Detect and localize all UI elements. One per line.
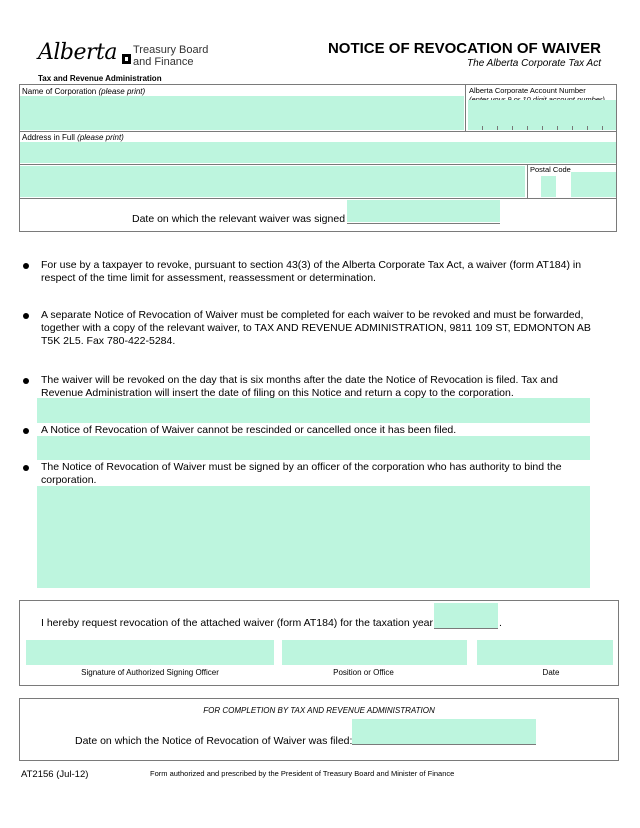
- signature-input[interactable]: [26, 640, 274, 665]
- digit-separator: [587, 126, 588, 130]
- request-statement: I hereby request revocation of the attached waiver (form AT184) for the taxation year: [41, 617, 434, 629]
- page-title: NOTICE OF REVOCATION OF WAIVER: [327, 40, 601, 57]
- request-period: .: [499, 617, 502, 629]
- form-code: AT2156 (Jul-12): [21, 769, 89, 780]
- divider: [19, 198, 617, 199]
- bullet: [23, 313, 29, 319]
- instruction-1: For use by a taxpayer to revoke, pursuant to section 43(3) of the Alberta Corporate Tax Act, a waiver (form AT184) in respect of the time limit for assessment, reassessment or determination.: [41, 259, 582, 284]
- signature-label: Signature of Authorized Signing Officer: [81, 668, 219, 677]
- postal-code-label: Postal Code: [530, 165, 571, 174]
- bullet: [23, 263, 29, 269]
- dept-name: [133, 44, 208, 68]
- corp-name-input[interactable]: [20, 96, 464, 130]
- fill-area-1[interactable]: [37, 398, 590, 423]
- dept-line-2: and Finance: [133, 56, 194, 68]
- position-input[interactable]: [282, 640, 467, 665]
- instruction-3: The waiver will be revoked on the day that is six months after the date the Notice of Revocation is filed. Tax and Revenue Administration will insert the date of filing on this Notice and return a copy to the corporation.: [41, 374, 558, 399]
- dept-line-1: Treasury Board: [133, 44, 209, 56]
- digit-separator: [527, 126, 528, 130]
- alberta-logo: [38, 42, 133, 74]
- fill-area-2[interactable]: [37, 436, 590, 460]
- date-underline: [347, 223, 500, 224]
- waiver-signed-date-input[interactable]: [347, 200, 500, 222]
- position-label: Position or Office: [333, 668, 394, 677]
- digit-separator: [557, 126, 558, 130]
- logo-wordmark: Alberta: [38, 40, 117, 65]
- taxation-year-input[interactable]: [434, 603, 498, 628]
- fill-area-3[interactable]: [37, 486, 590, 588]
- admin-heading: FOR COMPLETION BY TAX AND REVENUE ADMINISTRATION: [203, 706, 435, 715]
- divider: [19, 131, 617, 132]
- digit-separator: [497, 126, 498, 130]
- signed-date-input[interactable]: [477, 640, 613, 665]
- bullet: [23, 378, 29, 384]
- digit-separator: [542, 126, 543, 130]
- form-authority: Form authorized and prescribed by the President of Treasury Board and Minister of Finance: [150, 769, 455, 778]
- bullet: [23, 465, 29, 471]
- waiver-date-label: Date on which the relevant waiver was signed: [132, 213, 346, 225]
- divider: [465, 84, 466, 131]
- date-label: Date: [542, 668, 560, 677]
- page-subtitle: The Alberta Corporate Tax Act: [467, 58, 601, 69]
- digit-separator: [602, 126, 603, 130]
- postal-code-part-1[interactable]: [541, 176, 556, 197]
- account-number-label: Alberta Corporate Account Number: [469, 86, 586, 95]
- bullet: [23, 428, 29, 434]
- filed-date-underline: [352, 744, 536, 745]
- digit-separator: [572, 126, 573, 130]
- instruction-4: A Notice of Revocation of Waiver cannot be rescinded or cancelled once it has been filed.: [41, 424, 457, 436]
- corp-name-label: Name of Corporation (please print): [22, 87, 146, 96]
- division-name: Tax and Revenue Administration: [38, 74, 162, 83]
- postal-code-part-2[interactable]: [571, 172, 616, 197]
- instruction-2: A separate Notice of Revocation of Waiver must be completed for each waiver to be revoked and must be forwarded, together with a copy of the relevant waiver, to TAX AND REVENUE ADMINISTRATION, 9811 109 ST, EDMONTON AB T5K 2L5. Fax 780-422-5284.: [41, 309, 591, 347]
- digit-separator: [512, 126, 513, 130]
- address-label: Address in Full (please print): [22, 133, 124, 142]
- filed-date-label: Date on which the Notice of Revocation of Waiver was filed:: [75, 735, 353, 747]
- logo-flag-icon: [122, 54, 131, 64]
- filed-date-input[interactable]: [352, 719, 536, 744]
- instruction-5: The Notice of Revocation of Waiver must be signed by an officer of the corporation who has authority to bind the corporation.: [41, 461, 562, 486]
- divider: [527, 164, 528, 198]
- year-underline: [434, 628, 498, 629]
- address-line-2-input[interactable]: [20, 166, 525, 197]
- digit-separator: [482, 126, 483, 130]
- address-line-1-input[interactable]: [20, 142, 616, 163]
